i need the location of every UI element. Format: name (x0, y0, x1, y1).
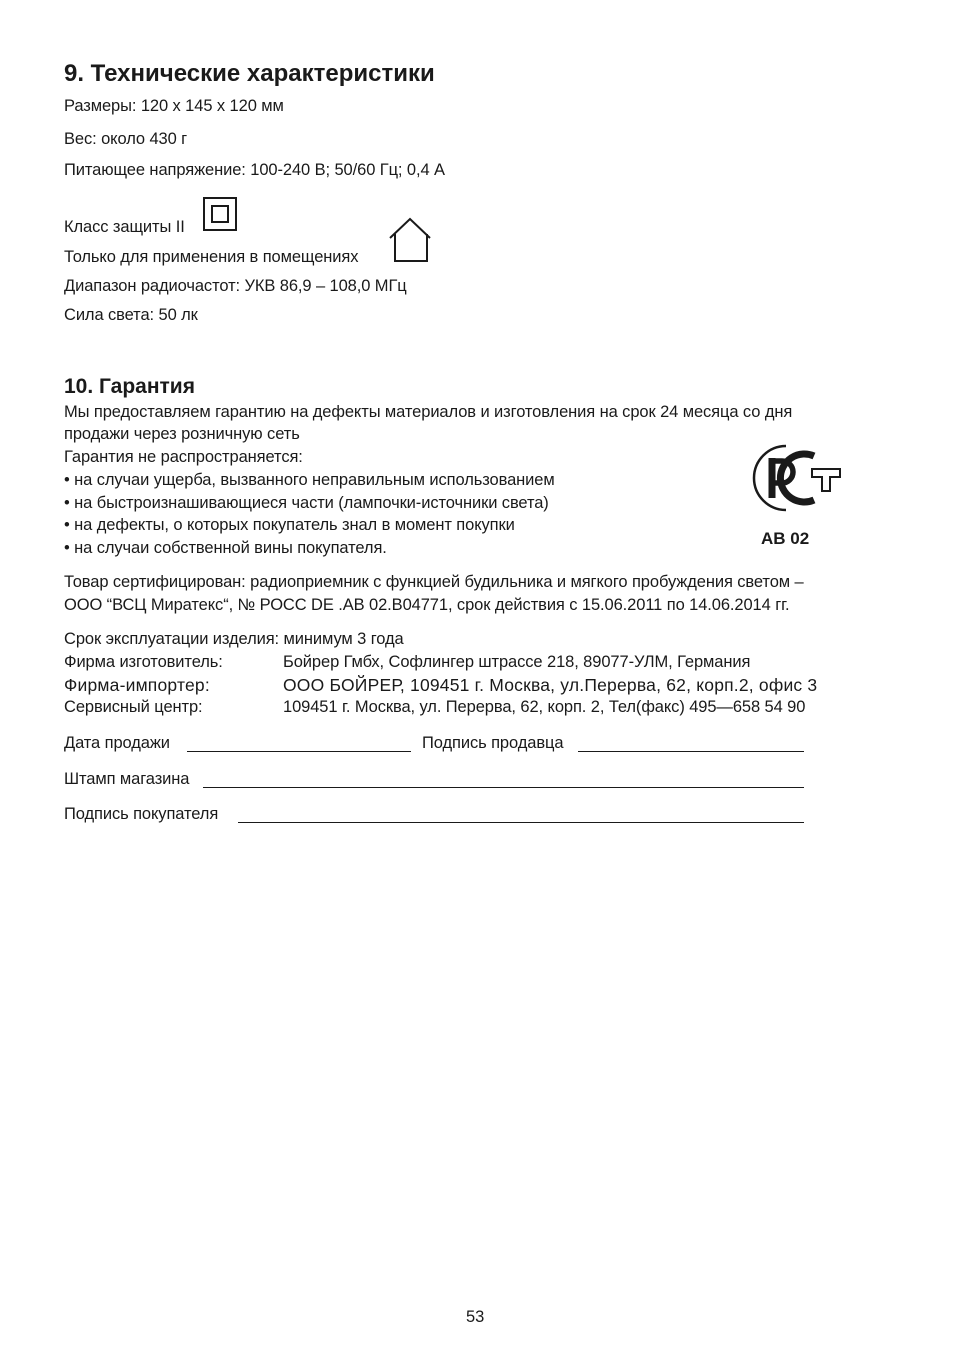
indoor-house-icon (387, 217, 433, 263)
list-item: • на случаи собственной вины покупателя. (64, 539, 387, 557)
service-center-value: 109451 г. Москва, ул. Перерва, 62, корп. 2, Тел(факс) 495—658 54 90 (283, 698, 806, 716)
sale-date-field[interactable] (187, 737, 411, 752)
cert-mark-code: АВ 02 (761, 529, 810, 548)
shop-stamp-field[interactable] (203, 773, 804, 788)
seller-signature-field[interactable] (578, 737, 804, 752)
page-number: 53 (466, 1308, 485, 1326)
buyer-signature-field[interactable] (238, 808, 804, 823)
certificate-line2: ООО “ВСЦ Миратекс“, № РОСС DE .АВ 02.В04771, срок действия с 15.06.2011 по 14.06.2014 гг. (64, 596, 790, 614)
spec-indoor-only: Только для применения в помещениях (64, 248, 359, 266)
warranty-not-covered: Гарантия не распространяется: (64, 448, 303, 466)
importer-label: Фирма-импортер: (64, 675, 210, 695)
spec-light-output: Сила света: 50 лк (64, 306, 198, 324)
list-item: • на быстроизнашивающиеся части (лампочки-источники света) (64, 494, 549, 512)
spec-frequency-range: Диапазон радиочастот: УКВ 86,9 – 108,0 МГц (64, 277, 407, 295)
spec-dimensions: Размеры: 120 x 145 x 120 мм (64, 97, 284, 115)
spec-weight: Вес: около 430 г (64, 130, 188, 148)
manufacturer-label: Фирма изготовитель: (64, 653, 223, 671)
class-ii-double-square-icon (203, 197, 237, 231)
importer-value: ООО БОЙРЕР, 109451 г. Москва, ул.Перерва, 62, корп.2, офис 3 (283, 675, 818, 695)
buyer-signature-label: Подпись покупателя (64, 805, 219, 823)
service-center-label: Сервисный центр: (64, 698, 203, 716)
spec-protection-class: Класс защиты II (64, 218, 185, 236)
warranty-intro-line1: Мы предоставляем гарантию на дефекты материалов и изготовления на срок 24 месяца со дня (64, 403, 793, 421)
warranty-intro-line2: продажи через розничную сеть (64, 425, 300, 443)
seller-signature-label: Подпись продавца (422, 734, 564, 752)
list-item: • на случаи ущерба, вызванного неправильным использованием (64, 471, 555, 489)
service-lifetime: Срок эксплуатации изделия: минимум 3 года (64, 630, 404, 648)
shop-stamp-label: Штамп магазина (64, 770, 190, 788)
section-9-title: 9. Технические характеристики (64, 60, 435, 87)
spec-power: Питающее напряжение: 100-240 В; 50/60 Гц; 0,4 А (64, 161, 445, 179)
list-item: • на дефекты, о которых покупатель знал в момент покупки (64, 516, 515, 534)
manufacturer-value: Бойрер Гмбх, Софлингер штрассе 218, 89077-УЛМ, Германия (283, 653, 751, 671)
section-10-title: 10. Гарантия (64, 375, 195, 398)
certificate-line1: Товар сертифицирован: радиоприемник с функцией будильника и мягкого пробуждения светом – (64, 573, 804, 591)
rst-certification-mark-icon (740, 439, 842, 517)
sale-date-label: Дата продажи (64, 734, 170, 752)
